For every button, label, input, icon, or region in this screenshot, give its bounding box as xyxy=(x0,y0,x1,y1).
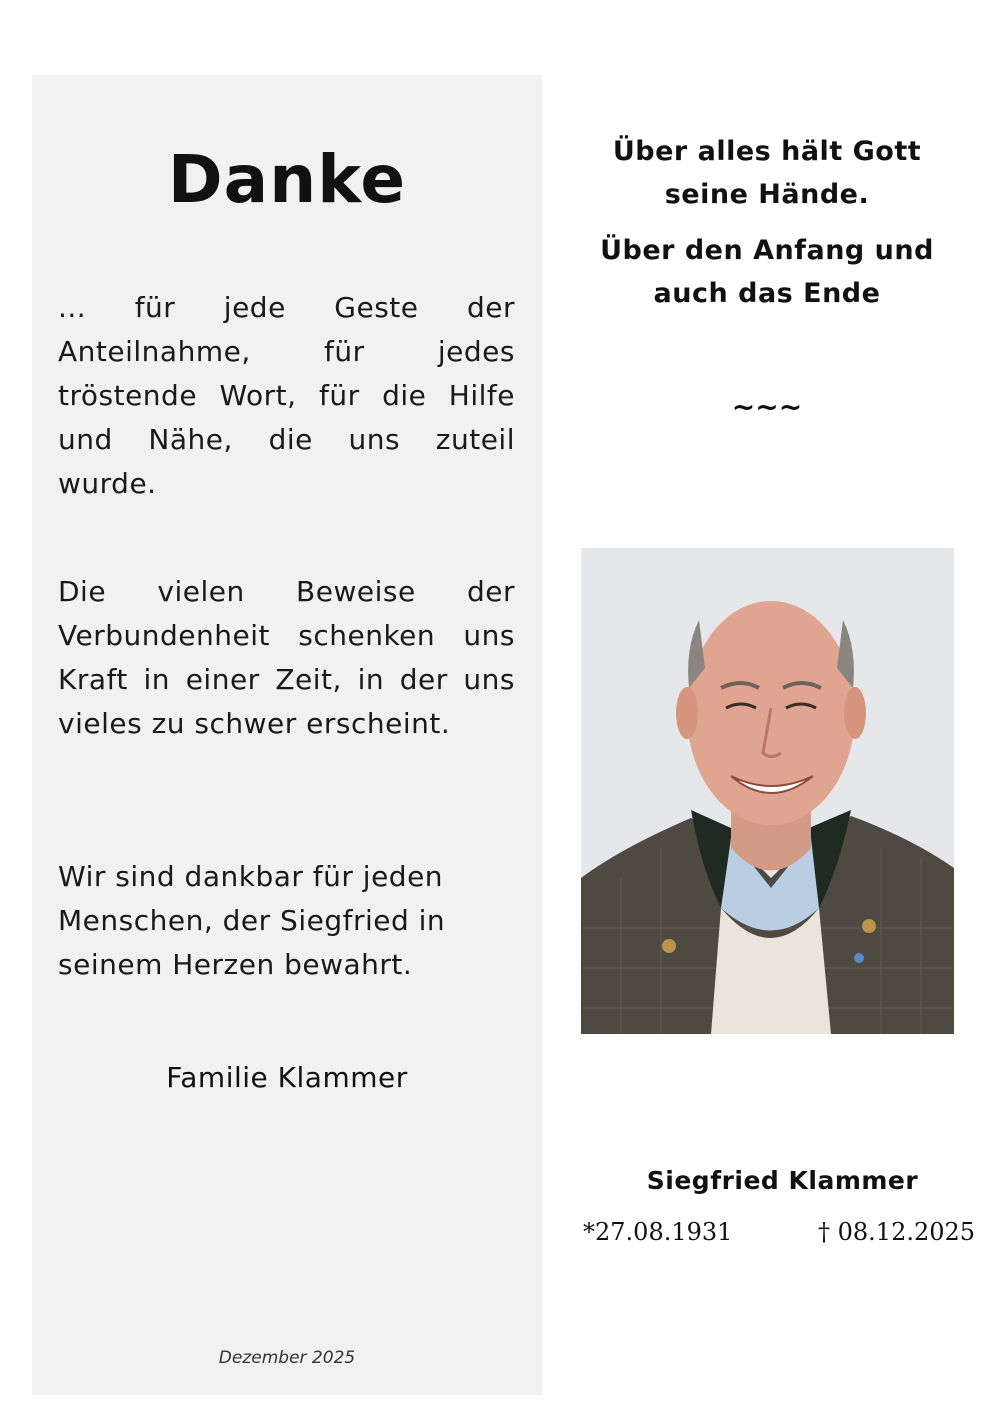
thanks-paragraph-3 xyxy=(58,855,515,987)
thanks-paragraph-1: ... für jede Geste der Anteilnahme, für jedes tröstende Wort, für die Hilfe und Nähe, die uns zuteil wurde. xyxy=(58,291,515,500)
verse-1-line-1: Über alles hält Gott xyxy=(612,136,922,167)
verse-2 xyxy=(560,229,974,315)
thanks-paragraph-3-line-2: Menschen, der Siegfried in xyxy=(58,904,446,937)
death-date: † 08.12.2025 xyxy=(818,1218,976,1246)
date-footer: Dezember 2025 xyxy=(218,1348,356,1368)
verse-2-line-1: Über den Anfang und xyxy=(600,235,934,266)
ornament-divider: ~~~ xyxy=(731,390,803,423)
verse-2-line-2: auch das Ende xyxy=(653,278,881,309)
verse-1-line-2: seine Hände. xyxy=(664,179,870,210)
deceased-name: Siegfried Klammer xyxy=(646,1166,919,1195)
birth-date: *27.08.1931 xyxy=(583,1218,733,1246)
thanks-paragraph-3-line-1: Wir sind dankbar für jeden xyxy=(58,860,444,893)
portrait-photo xyxy=(581,548,954,1034)
page-title: Danke xyxy=(167,141,407,218)
thanks-paragraph-2: Die vielen Beweise der Verbundenheit schenken uns Kraft in einer Zeit, in der uns vieles zu schwer erscheint. xyxy=(58,575,515,740)
verse-1 xyxy=(560,130,974,216)
family-signature: Familie Klammer xyxy=(166,1061,408,1094)
thanks-paragraph-3-line-3: seinem Herzen bewahrt. xyxy=(58,948,413,981)
